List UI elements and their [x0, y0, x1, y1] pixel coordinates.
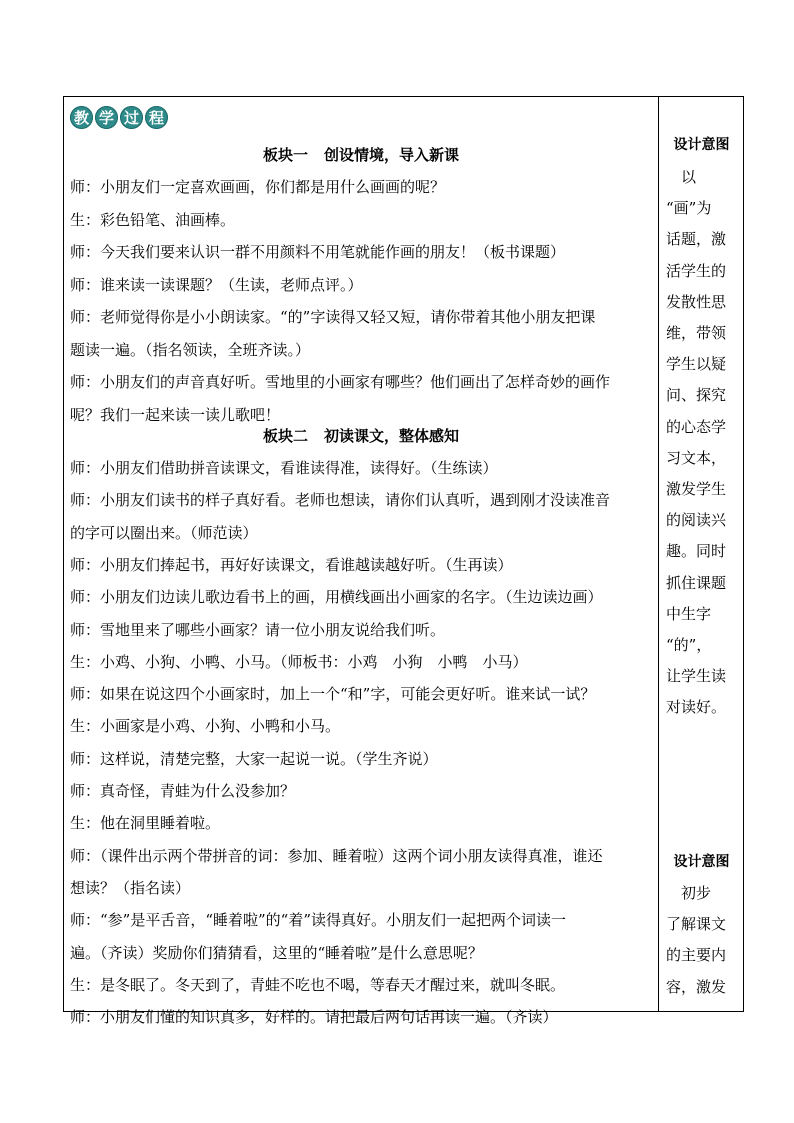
note-line: 发散性思	[666, 292, 727, 311]
dialogue-line: 师：雪地里来了哪些小画家？请一位小朋友说给我们听。	[70, 620, 446, 639]
dialogue-line: 师：小朋友们一定喜欢画画，你们都是用什么画画的呢？	[70, 178, 446, 196]
note-line: 以	[666, 168, 697, 186]
dialogue-line: 想读？（指名读）	[70, 878, 191, 897]
block1-label: 板块一	[262, 146, 308, 164]
badge-char: 教	[70, 106, 93, 129]
dialogue-line: 师：这样说，清楚完整，大家一起说一说。（学生齐说）	[70, 749, 438, 768]
note-line: 的主要内	[666, 946, 727, 965]
block1-heading	[64, 145, 658, 165]
note-line: 抓住课题	[666, 573, 727, 592]
dialogue-line: 师：小朋友们懂的知识真多，好样的。请把最后两句话再读一遍。（齐读）	[70, 1008, 558, 1027]
design-intent-title-2: 设计意图	[673, 854, 730, 870]
block2-title: 初读课文，整体感知	[324, 427, 460, 445]
dialogue-line: 呢？我们一起来读一读儿歌吧！	[70, 405, 281, 424]
block1-title: 创设情境，导入新课	[324, 146, 460, 164]
block2-label: 板块二	[262, 427, 308, 445]
dialogue-line: 师：如果在说这四个小画家时，加上一个“和”字，可能会更好听。谁来试一试？	[70, 685, 596, 704]
note-line: 活学生的	[666, 261, 727, 280]
note-line: 中生字	[666, 604, 712, 623]
design-intent-title-1: 设计意图	[673, 137, 730, 153]
dialogue-line: 题读一遍。（指名领读，全班齐读。）	[70, 340, 311, 359]
note-line: “画”为	[666, 199, 712, 218]
lesson-table	[63, 96, 744, 1027]
note-line: 学生以疑	[666, 355, 727, 374]
design-intent-column	[659, 97, 744, 1011]
dialogue-line: 师：（课件出示两个带拼音的词：参加、睡着啦）这两个词小朋友读得真准，谁还	[70, 846, 603, 865]
section-badge	[70, 106, 168, 134]
note-line: 话题，激	[666, 230, 727, 249]
dialogue-line: 遍。（齐读）奖励你们猜猜看，这里的“睡着啦”是什么意思呢？	[70, 943, 483, 962]
dialogue-line: 师：小朋友们捧起书，再好好读课文，看谁越读越好听。（生再读）	[70, 555, 513, 574]
dialogue-line: 师：小朋友们边读儿歌边看书上的画，用横线画出小画家的名字。（生边读边画）	[70, 588, 603, 607]
dialogue-line: 师：“参”是平舌音，“睡着啦”的“着”读得真好。小朋友们一起把两个词读一	[70, 911, 567, 930]
note-line: 维，带领	[666, 324, 727, 342]
dialogue-line: 生：是冬眠了。冬天到了，青蛙不吃也不喝，等春天才醒过来，就叫冬眠。	[70, 975, 566, 994]
note-line: 趣。同时	[666, 542, 727, 561]
note-line: 对读好。	[666, 698, 727, 717]
badge-char: 学	[95, 106, 118, 129]
note-line: “的”，	[666, 636, 712, 654]
dialogue-line: 师：谁来读一读课题？（生读，老师点评。）	[70, 275, 363, 294]
dialogue-line: 师：今天我们要来认识一群不用颜料不用笔就能作画的朋友！（板书课题）	[70, 243, 566, 261]
badge-char: 程	[145, 106, 168, 129]
dialogue-line: 的字可以圈出来。（师范读）	[70, 523, 258, 542]
note-line: 激发学生	[666, 480, 727, 498]
note-line: 让学生读	[666, 667, 727, 686]
note-line: 初步	[666, 884, 712, 902]
note-line: 问、探究	[666, 386, 727, 405]
dialogue-line: 生：小画家是小鸡、小狗、小鸭和小马。	[70, 717, 341, 736]
dialogue-line: 师：小朋友们借助拼音读课文，看谁读得准，读得好。（生练读）	[70, 459, 498, 477]
dialogue-line: 师：老师觉得你是小小朗读家。“的”字读得又轻又短，请你带着其他小朋友把课	[70, 308, 596, 326]
dialogue-line: 师：真奇怪，青蛙为什么没参加？	[70, 782, 296, 800]
teaching-process-column	[64, 97, 658, 1027]
dialogue-line: 生：他在洞里睡着啦。	[70, 814, 221, 833]
block2-heading	[64, 426, 658, 446]
note-line: 习文本，	[666, 448, 727, 467]
dialogue-line: 生：彩色铅笔、油画棒。	[70, 210, 236, 229]
note-line: 的心态学	[666, 417, 727, 436]
dialogue-line: 生：小鸡、小狗、小鸭、小马。（师板书：小鸡 小狗 小鸭 小马）	[70, 652, 528, 671]
dialogue-line: 师：小朋友们的声音真好听。雪地里的小画家有哪些？他们画出了怎样奇妙的画作	[70, 373, 611, 391]
note-line: 了解课文	[666, 915, 727, 934]
badge-char: 过	[120, 106, 143, 129]
dialogue-line: 师：小朋友们读书的样子真好看。老师也想读，请你们认真听，遇到刚才没读准音	[70, 491, 611, 510]
note-line: 容，激发	[666, 977, 727, 996]
note-line: 的阅读兴	[666, 511, 727, 530]
